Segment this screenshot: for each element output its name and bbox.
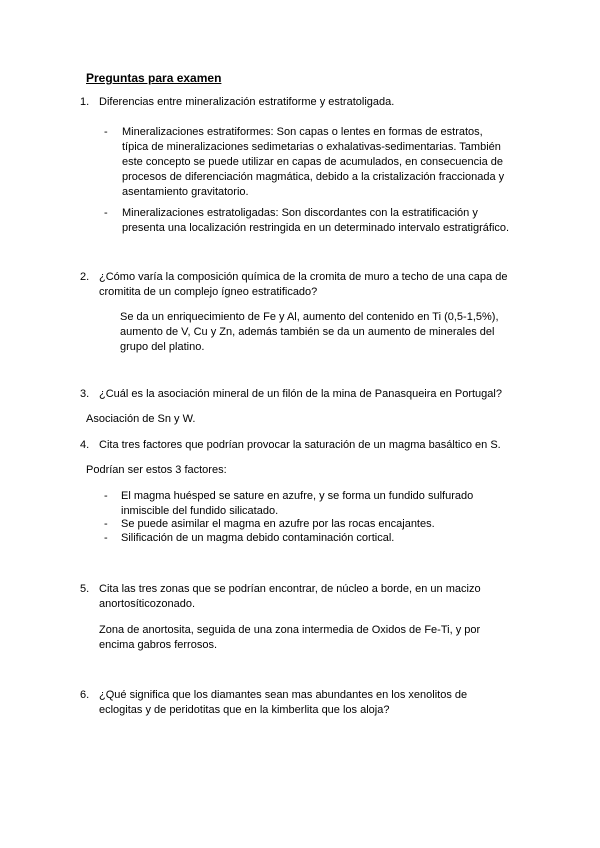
text-line: aumento de V, Cu y Zn, además también se da un aumento de minerales del — [120, 326, 495, 338]
bullet-dash: - — [104, 490, 108, 502]
text-line: Mineralizaciones estratiformes: Son capas o lentes en formas de estratos, — [122, 126, 483, 138]
text-line: Mineralizaciones estratoligadas: Son discordantes con la estratificación y — [122, 207, 478, 219]
bullet-item — [122, 206, 522, 236]
question-text — [99, 688, 529, 718]
bullet-dash: - — [104, 532, 108, 544]
bullet-item: Silificación de un magma debido contaminación cortical. — [121, 532, 395, 544]
text-line: anortosíticozonado. — [99, 598, 196, 610]
question-text: ¿Cuál es la asociación mineral de un filón de la mina de Panasqueira en Portugal? — [99, 388, 502, 400]
text-line: este concepto se puede utilizar en capas de acumulados, en consecuencia de — [122, 156, 503, 168]
question-number: 4. — [80, 439, 90, 451]
answer-intro: Podrían ser estos 3 factores: — [86, 464, 227, 476]
text-line: asentamiento gravitatorio. — [122, 186, 249, 198]
question-text — [99, 270, 529, 300]
bullet-dash: - — [104, 126, 108, 138]
text-line: ¿Cómo varía la composición química de la cromita de muro a techo de una capa de — [99, 271, 508, 283]
text-line: encima gabros ferrosos. — [99, 639, 217, 651]
question-text — [99, 582, 529, 612]
text-line: Zona de anortosita, seguida de una zona intermedia de Oxidos de Fe-Ti, y por — [99, 624, 481, 636]
bullet-item — [121, 489, 521, 519]
bullet-item — [122, 125, 522, 200]
text-line: cromitita de un complejo ígneo estratificado? — [99, 286, 318, 298]
text-line: inmiscible del fundido silicatado. — [121, 505, 279, 517]
question-number: 2. — [80, 271, 90, 283]
text-line: eclogitas y de peridotitas que en la kimberlita que los aloja? — [99, 704, 390, 716]
question-number: 1. — [80, 96, 90, 108]
text-line: Se da un enriquecimiento de Fe y Al, aumento del contenido en Ti (0,5-1,5%), — [120, 311, 499, 323]
question-text: Diferencias entre mineralización estratiforme y estratoligada. — [99, 96, 395, 108]
text-line: procesos de diferenciación magmática, debido a la cristalización fraccionada y — [122, 171, 505, 183]
page-title: Preguntas para examen — [86, 71, 222, 85]
answer-text: Asociación de Sn y W. — [86, 413, 196, 425]
question-number: 3. — [80, 388, 90, 400]
text-line: grupo del platino. — [120, 341, 205, 353]
bullet-item: Se puede asimilar el magma en azufre por las rocas encajantes. — [121, 518, 435, 530]
text-line: típica de mineralizaciones sedimetarias o exhalativas-sedimentarias. También — [122, 141, 501, 153]
text-line: Cita las tres zonas que se podrían encontrar, de núcleo a borde, en un macizo — [99, 583, 481, 595]
text-line: El magma huésped se sature en azufre, y se forma un fundido sulfurado — [121, 490, 474, 502]
question-text: Cita tres factores que podrían provocar la saturación de un magma basáltico en S. — [99, 439, 501, 451]
question-number: 6. — [80, 689, 90, 701]
bullet-dash: - — [104, 207, 108, 219]
answer-block — [99, 623, 529, 653]
question-number: 5. — [80, 583, 90, 595]
bullet-dash: - — [104, 518, 108, 530]
text-line: ¿Qué significa que los diamantes sean mas abundantes en los xenolitos de — [99, 689, 468, 701]
text-line: presenta una localización restringida en un determinado intervalo estratigráfico. — [122, 222, 510, 234]
answer-block — [120, 310, 530, 355]
